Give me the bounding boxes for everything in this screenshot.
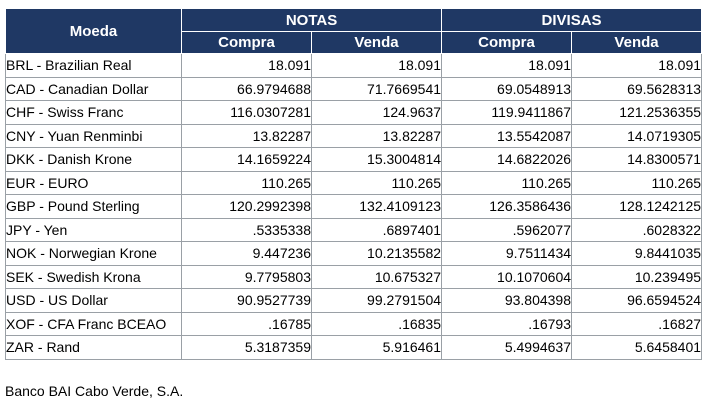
subheader-divisas-venda: Venda [572, 32, 702, 54]
notas-compra-cell: .16785 [182, 312, 312, 336]
divisas-venda-cell: 14.0719305 [572, 124, 702, 148]
divisas-venda-cell: 96.6594524 [572, 289, 702, 313]
table-row [6, 218, 702, 242]
currency-cell: SEK - Swedish Krona [6, 265, 182, 289]
notas-compra-cell: 66.9794688 [182, 77, 312, 101]
table-row [6, 195, 702, 219]
currency-cell: ZAR - Rand [6, 336, 182, 360]
notas-compra-cell: .5335338 [182, 218, 312, 242]
currency-cell: DKK - Danish Krone [6, 148, 182, 172]
bank-name-footer: Banco BAI Cabo Verde, S.A. [5, 383, 184, 399]
divisas-venda-cell: 10.239495 [572, 265, 702, 289]
notas-venda-cell: 132.4109123 [312, 195, 442, 219]
divisas-compra-cell: 14.6822026 [442, 148, 572, 172]
notas-compra-cell: 14.1659224 [182, 148, 312, 172]
divisas-compra-cell: 18.091 [442, 54, 572, 78]
notas-venda-cell: 15.3004814 [312, 148, 442, 172]
subheader-divisas-compra: Compra [442, 32, 572, 54]
exchange-rates-table [5, 8, 702, 360]
table-row [6, 265, 702, 289]
divisas-compra-cell: 110.265 [442, 171, 572, 195]
currency-cell: XOF - CFA Franc BCEAO [6, 312, 182, 336]
divisas-compra-cell: 10.1070604 [442, 265, 572, 289]
currency-cell: CHF - Swiss Franc [6, 101, 182, 125]
divisas-compra-cell: 93.804398 [442, 289, 572, 313]
table-row [6, 242, 702, 266]
currency-cell: GBP - Pound Sterling [6, 195, 182, 219]
divisas-compra-cell: 69.0548913 [442, 77, 572, 101]
currency-cell: CAD - Canadian Dollar [6, 77, 182, 101]
divisas-venda-cell: .16827 [572, 312, 702, 336]
table-row [6, 124, 702, 148]
divisas-venda-cell: 69.5628313 [572, 77, 702, 101]
notas-compra-cell: 120.2992398 [182, 195, 312, 219]
notas-venda-cell: 124.9637 [312, 101, 442, 125]
subheader-notas-venda: Venda [312, 32, 442, 54]
notas-venda-cell: 10.675327 [312, 265, 442, 289]
divisas-compra-cell: 5.4994637 [442, 336, 572, 360]
notas-venda-cell: 99.2791504 [312, 289, 442, 313]
table-row [6, 336, 702, 360]
divisas-compra-cell: 126.3586436 [442, 195, 572, 219]
divisas-compra-cell: 13.5542087 [442, 124, 572, 148]
table-row [6, 101, 702, 125]
currency-cell: USD - US Dollar [6, 289, 182, 313]
table-row [6, 312, 702, 336]
notas-compra-cell: 9.447236 [182, 242, 312, 266]
notas-compra-cell: 13.82287 [182, 124, 312, 148]
currency-cell: NOK - Norwegian Krone [6, 242, 182, 266]
notas-venda-cell: 5.916461 [312, 336, 442, 360]
group-header-divisas: DIVISAS [442, 9, 702, 32]
divisas-venda-cell: 18.091 [572, 54, 702, 78]
rates-body [6, 54, 702, 360]
notas-compra-cell: 90.9527739 [182, 289, 312, 313]
divisas-compra-cell: 119.9411867 [442, 101, 572, 125]
divisas-venda-cell: 14.8300571 [572, 148, 702, 172]
notas-compra-cell: 9.7795803 [182, 265, 312, 289]
divisas-compra-cell: .16793 [442, 312, 572, 336]
column-header-currency: Moeda [6, 9, 182, 54]
notas-compra-cell: 18.091 [182, 54, 312, 78]
divisas-venda-cell: 128.1242125 [572, 195, 702, 219]
divisas-venda-cell: 5.6458401 [572, 336, 702, 360]
group-header-notas: NOTAS [182, 9, 442, 32]
notas-venda-cell: 18.091 [312, 54, 442, 78]
table-row [6, 54, 702, 78]
notas-venda-cell: 71.7669541 [312, 77, 442, 101]
currency-cell: JPY - Yen [6, 218, 182, 242]
notas-venda-cell: .16835 [312, 312, 442, 336]
divisas-venda-cell: 110.265 [572, 171, 702, 195]
table-row [6, 77, 702, 101]
table-row [6, 289, 702, 313]
header-row-groups [6, 9, 702, 32]
divisas-venda-cell: 121.2536355 [572, 101, 702, 125]
divisas-venda-cell: 9.8441035 [572, 242, 702, 266]
subheader-notas-compra: Compra [182, 32, 312, 54]
notas-venda-cell: 10.2135582 [312, 242, 442, 266]
divisas-venda-cell: .6028322 [572, 218, 702, 242]
divisas-compra-cell: .5962077 [442, 218, 572, 242]
notas-compra-cell: 5.3187359 [182, 336, 312, 360]
divisas-compra-cell: 9.7511434 [442, 242, 572, 266]
currency-cell: EUR - EURO [6, 171, 182, 195]
notas-compra-cell: 116.0307281 [182, 101, 312, 125]
notas-compra-cell: 110.265 [182, 171, 312, 195]
currency-cell: BRL - Brazilian Real [6, 54, 182, 78]
table-row [6, 148, 702, 172]
notas-venda-cell: 13.82287 [312, 124, 442, 148]
notas-venda-cell: .6897401 [312, 218, 442, 242]
currency-cell: CNY - Yuan Renminbi [6, 124, 182, 148]
notas-venda-cell: 110.265 [312, 171, 442, 195]
table-row [6, 171, 702, 195]
